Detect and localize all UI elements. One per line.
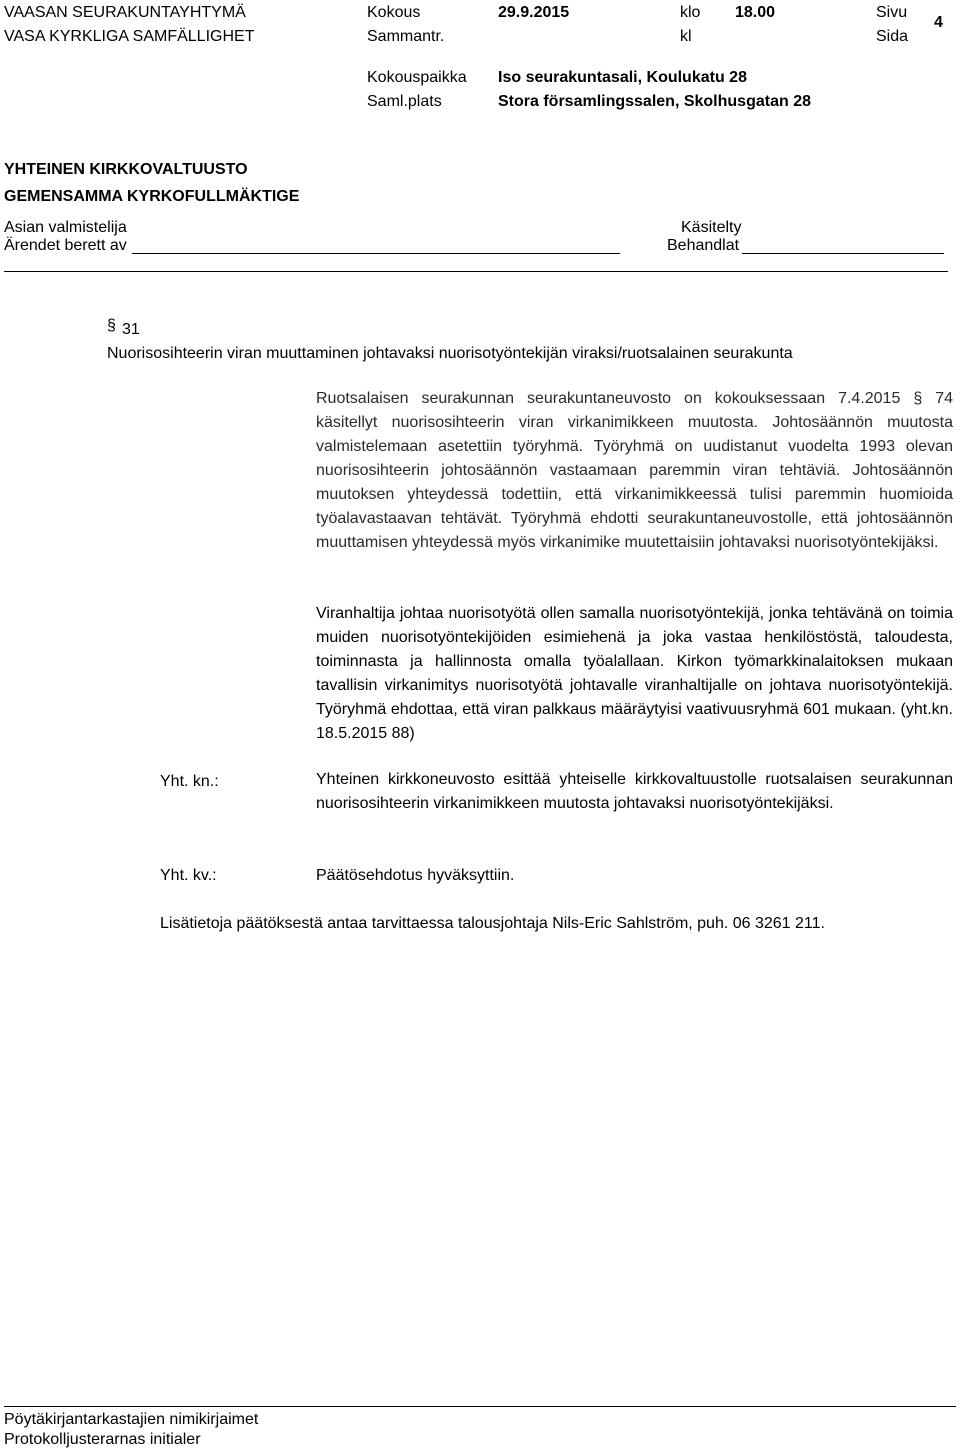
meeting-label-sv: Sammantr. (367, 28, 445, 45)
org-name-sv: VASA KYRKLIGA SAMFÄLLIGHET (4, 28, 255, 45)
org-name-fi: VAASAN SEURAKUNTAYHTYMÄ (4, 4, 246, 21)
venue-label-sv: Saml.plats (367, 93, 442, 110)
page-label-sv: Sida (876, 28, 909, 45)
decision-text: Päätösehdotus hyväksyttiin. (316, 867, 515, 884)
venue-label-fi: Kokouspaikka (367, 69, 467, 86)
footer-divider (4, 1406, 956, 1407)
proposal-label: Yht. kn.: (160, 773, 219, 790)
additional-info: Lisätietoja päätöksestä antaa tarvittaessa talousjohtaja Nils-Eric Sahlström, puh. 06 3261 211. (160, 915, 825, 932)
meeting-time: 18.00 (735, 4, 776, 21)
page-number: 4 (934, 14, 943, 31)
time-label-fi: klo (680, 4, 701, 21)
handled-line (742, 253, 944, 254)
section-title: Nuorisosihteerin viran muuttaminen johtavaksi nuorisotyöntekijän viraksi/ruotsalainen seurakunta (107, 345, 793, 362)
header-divider (4, 271, 948, 272)
paragraph-1: Ruotsalaisen seurakunnan seurakuntaneuvosto on kokouksessaan 7.4.2015 § 74 käsitellyt nuorisosihteerin viran virkanimikkeen muutosta. Johtosäännön muutosta valmistelemaan asetettiin työryhmä. Työryhmä on uudistanut vuodelta 1993 olevan nuorisosihteerin johtosäännön vastaamaan paremmin viran tehtäviä. Johtosäännön muutoksen yhteydessä todettiin, että virkanimikkeessä tulisi paremmin huomioida työalavastaavan tehtävät. Työryhmä ehdotti seurakuntaneuvostolle, että johtosäännön muuttamisen yhteydessä myös virkanimike muutettaisiin johtavaksi nuorisotyöntekijäksi. (316, 390, 953, 551)
time-label-sv: kl (680, 28, 692, 45)
section-number: 31 (122, 321, 140, 338)
section-symbol: § (107, 317, 116, 334)
proposal-text: Yhteinen kirkkoneuvosto esittää yhteiselle kirkkovaltuustolle ruotsalaisen seurakunnan nuorisosihteerin virkanimikkeen muutosta johtavaksi nuorisotyöntekijäksi. (316, 771, 953, 812)
venue-fi: Iso seurakuntasali, Koulukatu 28 (498, 69, 747, 86)
handled-label-fi: Käsitelty (681, 219, 742, 236)
paragraph-2: Viranhaltija johtaa nuorisotyötä ollen samalla nuorisotyöntekijä, jonka tehtävänä on toimia muiden nuorisotyöntekijöiden esimiehenä ja joka vastaa henkilöstöstä, taloudesta, toiminnasta ja hallinnosta omalla työalallaan. Kirkon työmarkkinalaitoksen mukaan tavallisin virkanimitys nuorisotyötä johtavalle viranhaltijalle on johtava nuorisotyöntekijä. Työryhmä ehdottaa, että viran palkkaus määräytyisi vaativuusryhmä 601 mukaan. (yht.kn. 18.5.2015 88) (316, 605, 953, 742)
body-name-fi: YHTEINEN KIRKKOVALTUUSTO (4, 161, 248, 178)
meeting-date: 29.9.2015 (498, 4, 570, 21)
handled-label-sv: Behandlat (667, 237, 740, 254)
footer-initials-sv: Protokolljusterarnas initialer (4, 1431, 201, 1448)
prepared-by-line (132, 253, 620, 254)
prepared-by-label-fi: Asian valmistelija (4, 219, 127, 236)
decision-label: Yht. kv.: (160, 867, 217, 884)
footer-initials-fi: Pöytäkirjantarkastajien nimikirjaimet (4, 1411, 259, 1428)
body-name-sv: GEMENSAMMA KYRKOFULLMÄKTIGE (4, 188, 300, 205)
venue-sv: Stora församlingssalen, Skolhusgatan 28 (498, 93, 811, 110)
page-label-fi: Sivu (876, 4, 908, 21)
prepared-by-label-sv: Ärendet berett av (4, 237, 127, 254)
meeting-label-fi: Kokous (367, 4, 421, 21)
